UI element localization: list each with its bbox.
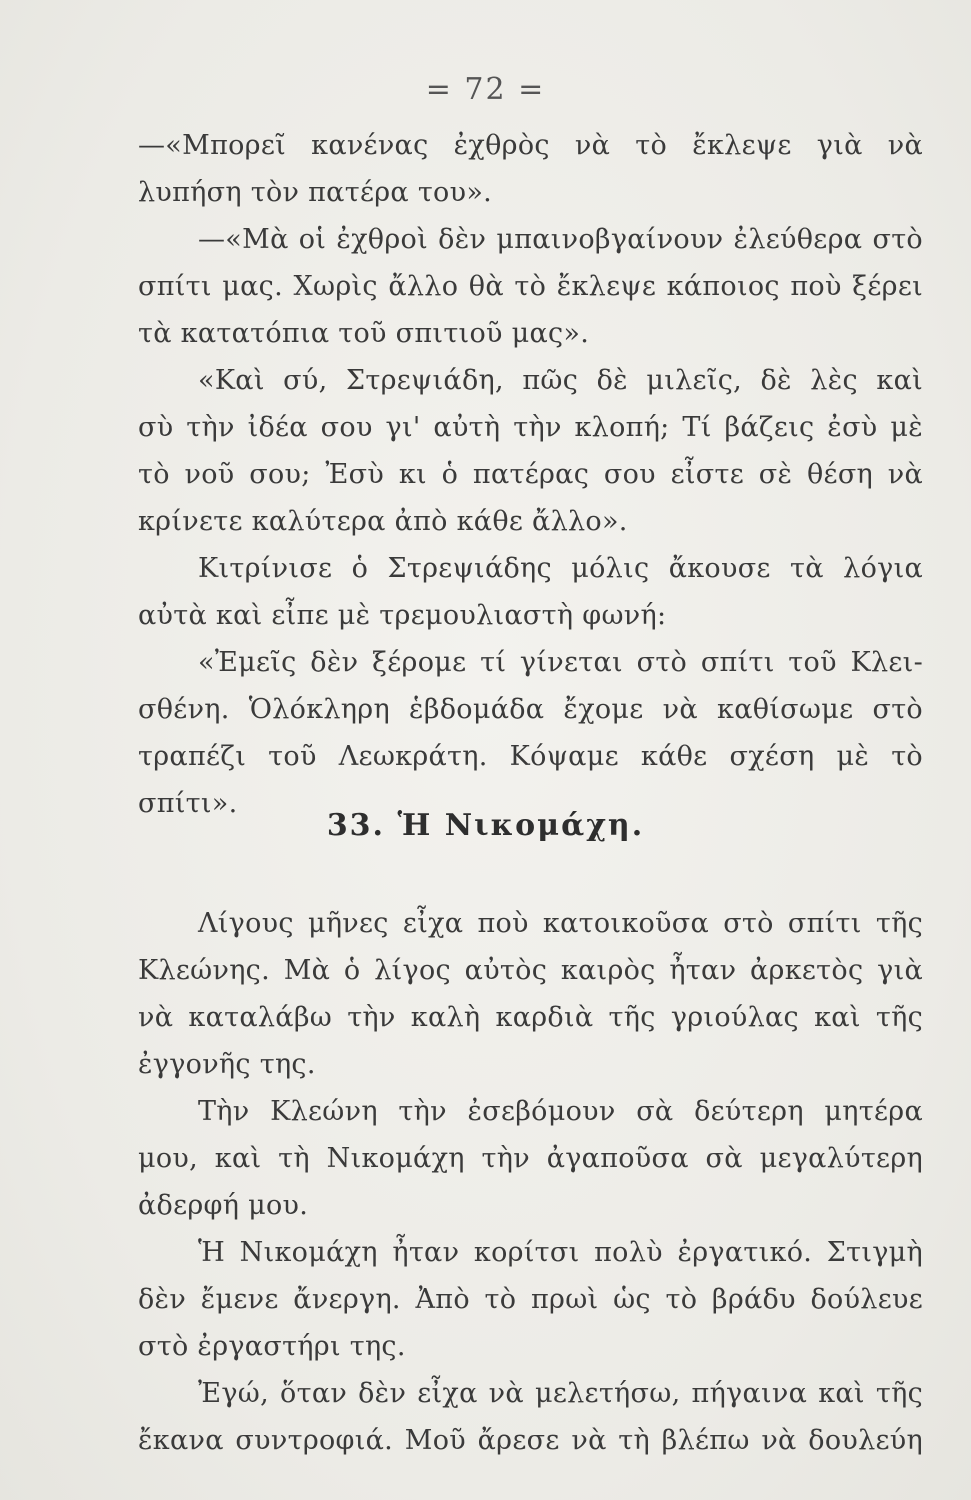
text-line: νὰ καταλάβω τὴν καλὴ καρδιὰ τῆς γριούλας καὶ τῆς bbox=[138, 1002, 923, 1033]
text-line: —«Μὰ οἱ ἐχθροὶ δὲν μπαινοβγαίνουν ἐλεύθερα στὸ bbox=[198, 224, 923, 255]
text-line: Ἡ Νικομάχη ἦταν κορίτσι πολὺ ἐργατικό. Στιγμὴ bbox=[198, 1237, 923, 1268]
section-heading: 33. Ἡ Νικομάχη. bbox=[326, 808, 645, 843]
text-line: Κλεώνης. Μὰ ὁ λίγος αὐτὸς καιρὸς ἦταν ἀρκετὸς γιὰ bbox=[138, 955, 923, 986]
text-line: κρίνετε καλύτερα ἀπὸ κάθε ἄλλο». bbox=[138, 506, 628, 537]
text-block-top bbox=[138, 122, 923, 827]
text-line: «Ἐμεῖς δὲν ξέρομε τί γίνεται στὸ σπίτι τοῦ Κλει- bbox=[198, 647, 923, 678]
text-line: σπίτι». bbox=[138, 788, 238, 819]
text-line: Ἐγώ, ὅταν δὲν εἶχα νὰ μελετήσω, πήγαινα καὶ τῆς bbox=[198, 1378, 923, 1409]
text-line: σὺ τὴν ἰδέα σου γι' αὐτὴ τὴν κλοπή; Τί βάζεις ἐσὺ μὲ bbox=[138, 412, 923, 443]
text-line: σθένη. Ὁλόκληρη ἑβδομάδα ἔχομε νὰ καθίσωμε στὸ bbox=[138, 694, 923, 725]
text-line: λυπήση τὸν πατέρα του». bbox=[138, 177, 493, 208]
text-line: αὐτὰ καὶ εἶπε μὲ τρεμουλιαστὴ φωνή: bbox=[138, 600, 667, 631]
text-line: τὸ νοῦ σου; Ἐσὺ κι ὁ πατέρας σου εἶστε σὲ θέση νὰ bbox=[138, 459, 923, 490]
text-line: σπίτι μας. Χωρὶς ἄλλο θὰ τὸ ἔκλεψε κάποιος ποὺ ξέρει bbox=[138, 271, 923, 302]
text-line: στὸ ἐργαστήρι της. bbox=[138, 1331, 406, 1362]
text-line: τραπέζι τοῦ Λεωκράτη. Κόψαμε κάθε σχέση μὲ τὸ bbox=[138, 741, 923, 772]
text-block-bottom bbox=[138, 900, 923, 1464]
text-line: Λίγους μῆνες εἶχα ποὺ κατοικοῦσα στὸ σπίτι τῆς bbox=[198, 908, 923, 939]
text-line: δὲν ἔμενε ἄνεργη. Ἀπὸ τὸ πρωὶ ὡς τὸ βράδυ δούλευε bbox=[138, 1284, 923, 1315]
page-number: = 72 = bbox=[425, 72, 546, 107]
text-line: μου, καὶ τὴ Νικομάχη τὴν ἀγαποῦσα σὰ μεγαλύτερη bbox=[138, 1143, 923, 1174]
text-line: τὰ κατατόπια τοῦ σπιτιοῦ μας». bbox=[138, 318, 590, 349]
text-line: ἀδερφή μου. bbox=[138, 1190, 309, 1221]
text-line: —«Μπορεῖ κανένας ἐχθρὸς νὰ τὸ ἔκλεψε γιὰ νὰ bbox=[138, 130, 923, 161]
text-line: Κιτρίνισε ὁ Στρεψιάδης μόλις ἄκουσε τὰ λόγια bbox=[198, 553, 923, 584]
text-line: ἐγγονῆς της. bbox=[138, 1049, 316, 1080]
text-line: ἔκανα συντροφιά. Μοῦ ἄρεσε νὰ τὴ βλέπω νὰ δουλεύη bbox=[138, 1425, 923, 1456]
text-line: Τὴν Κλεώνη τὴν ἐσεβόμουν σὰ δεύτερη μητέρα bbox=[198, 1096, 923, 1127]
text-line: «Καὶ σύ, Στρεψιάδη, πῶς δὲ μιλεῖς, δὲ λὲς καὶ bbox=[198, 365, 923, 396]
